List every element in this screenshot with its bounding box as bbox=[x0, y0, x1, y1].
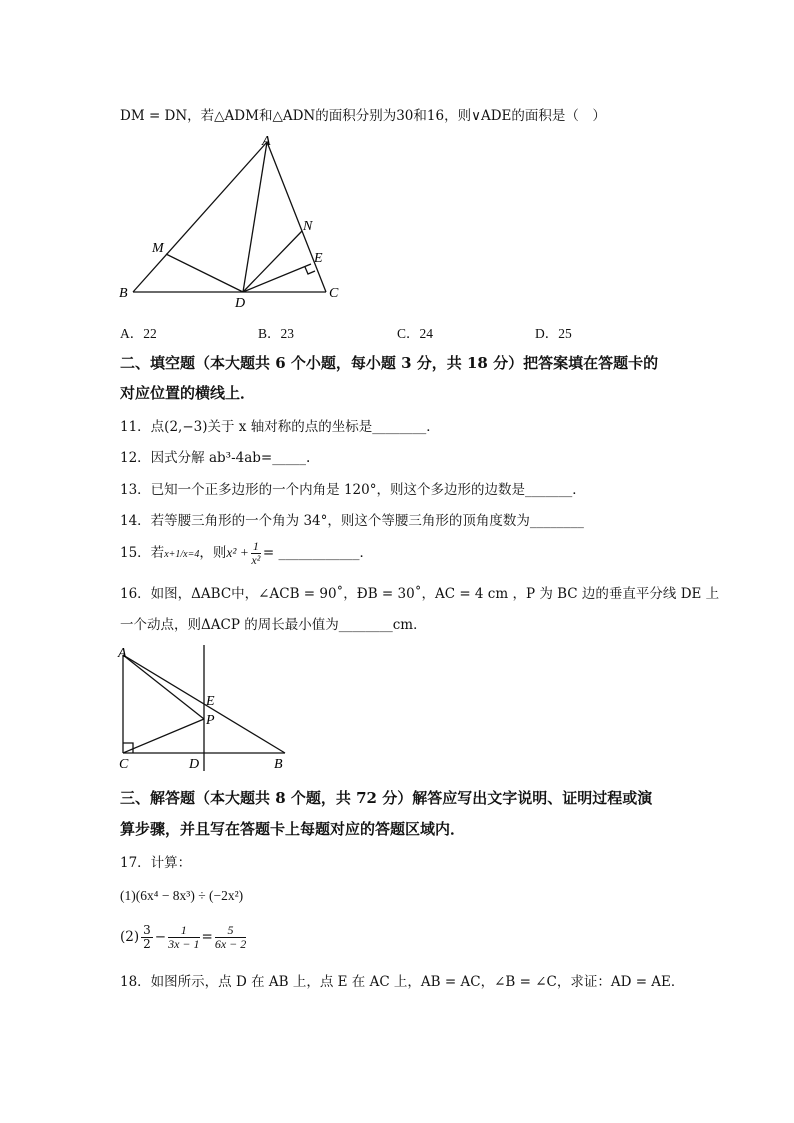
q17-part2-prefix: (2) bbox=[120, 929, 140, 945]
q17-frac-3 bbox=[215, 924, 246, 951]
q15-middle: ，则 bbox=[199, 545, 227, 561]
section3-heading-1: 三、解答题（本大题共 8 个题，共 72 分）解答应写出文字说明、证明过程或演 bbox=[120, 789, 653, 807]
q18: 18．如图所示，点 D 在 AB 上，点 E 在 AC 上，AB = AC，∠B = ∠C，求证：AD = AE． bbox=[120, 974, 685, 990]
q13: 13．已知一个正多边形的一个内角是 120°，则这个多边形的边数是_______． bbox=[120, 482, 586, 498]
q17-frac-1-num: 3 bbox=[143, 923, 151, 937]
label-E: E bbox=[314, 251, 323, 266]
label-M: M bbox=[152, 241, 164, 256]
q17-frac-3-num: 5 bbox=[215, 924, 246, 938]
label-D: D bbox=[235, 296, 246, 310]
seg-CP bbox=[123, 719, 204, 753]
q17-frac-3-den: 6x − 2 bbox=[214, 937, 247, 951]
q16-line-2: 一个动点，则ΔACP 的周长最小值为________cm． bbox=[120, 617, 427, 633]
q10-option-c: C．24 bbox=[397, 326, 434, 341]
label-C: C bbox=[329, 286, 339, 301]
q17-frac-1-den: 2 bbox=[143, 937, 151, 951]
seg-AP bbox=[123, 655, 204, 719]
section2-heading-1: 二、填空题（本大题共 6 个小题，每小题 3 分，共 18 分）把答案填在答题卡的 bbox=[120, 354, 659, 372]
q17-part2 bbox=[120, 924, 248, 951]
label-P: P bbox=[206, 713, 215, 728]
seg-DE bbox=[243, 264, 311, 292]
right-angle-mark bbox=[305, 267, 315, 274]
q12: 12．因式分解 ab³-4ab=_____. bbox=[120, 450, 311, 466]
q15 bbox=[120, 540, 373, 567]
seg-DM bbox=[166, 254, 243, 292]
q10-option-a: A．22 bbox=[120, 326, 157, 341]
q14: 14．若等腰三角形的一个角为 34°，则这个等腰三角形的顶角度数为________ bbox=[120, 513, 584, 529]
q10-figure bbox=[110, 130, 370, 310]
q17-part1: (1)(6x⁴ − 8x³) ÷ (−2x²) bbox=[120, 888, 244, 903]
q17-frac-2 bbox=[168, 924, 199, 951]
q17-frac-1 bbox=[141, 924, 153, 951]
q17-frac-2-num: 1 bbox=[168, 924, 199, 938]
q15-prefix: 15．若 bbox=[120, 545, 165, 561]
q17-minus: − bbox=[154, 929, 167, 945]
label-A: A bbox=[118, 646, 127, 661]
q10-text: DM = DN，若△ADM和△ADN的面积分别为30和16，则∨ADE的面积是（ ） bbox=[120, 108, 606, 124]
q15-frac-num: 1 bbox=[252, 539, 259, 553]
q15-frac-den: x² bbox=[251, 553, 261, 567]
q10-option-d: D．25 bbox=[535, 326, 572, 341]
label-N: N bbox=[303, 219, 313, 234]
q17-equals: = bbox=[201, 929, 213, 945]
q11: 11．点(2,−3)关于 x 轴对称的点的坐标是________． bbox=[120, 419, 440, 435]
q15-suffix: = ____________． bbox=[262, 545, 373, 561]
section2-heading-2: 对应位置的横线上． bbox=[120, 384, 256, 402]
q15-condition: x+1/x=4 bbox=[164, 549, 200, 560]
label-C: C bbox=[119, 757, 129, 772]
label-A: A bbox=[262, 134, 271, 149]
q15-expr-a: x² + bbox=[226, 545, 249, 560]
q17-frac-2-den: 3x − 1 bbox=[168, 937, 200, 951]
label-B: B bbox=[119, 286, 128, 301]
q15-fraction bbox=[251, 540, 261, 567]
label-E: E bbox=[206, 694, 215, 709]
section3-heading-2: 算步骤，并且写在答题卡上每题对应的答题区域内． bbox=[120, 820, 466, 838]
q10-option-b: B．23 bbox=[258, 326, 295, 341]
label-B: B bbox=[274, 757, 283, 772]
q17-title: 17．计算： bbox=[120, 855, 192, 871]
q16-figure bbox=[112, 643, 302, 773]
q16-line-1: 16．如图，ΔABC中，∠ACB = 90˚，ÐB = 30˚，AC = 4 cm ，P 为 BC 边的垂直平分线 DE 上 bbox=[120, 586, 720, 602]
label-D: D bbox=[189, 757, 200, 772]
